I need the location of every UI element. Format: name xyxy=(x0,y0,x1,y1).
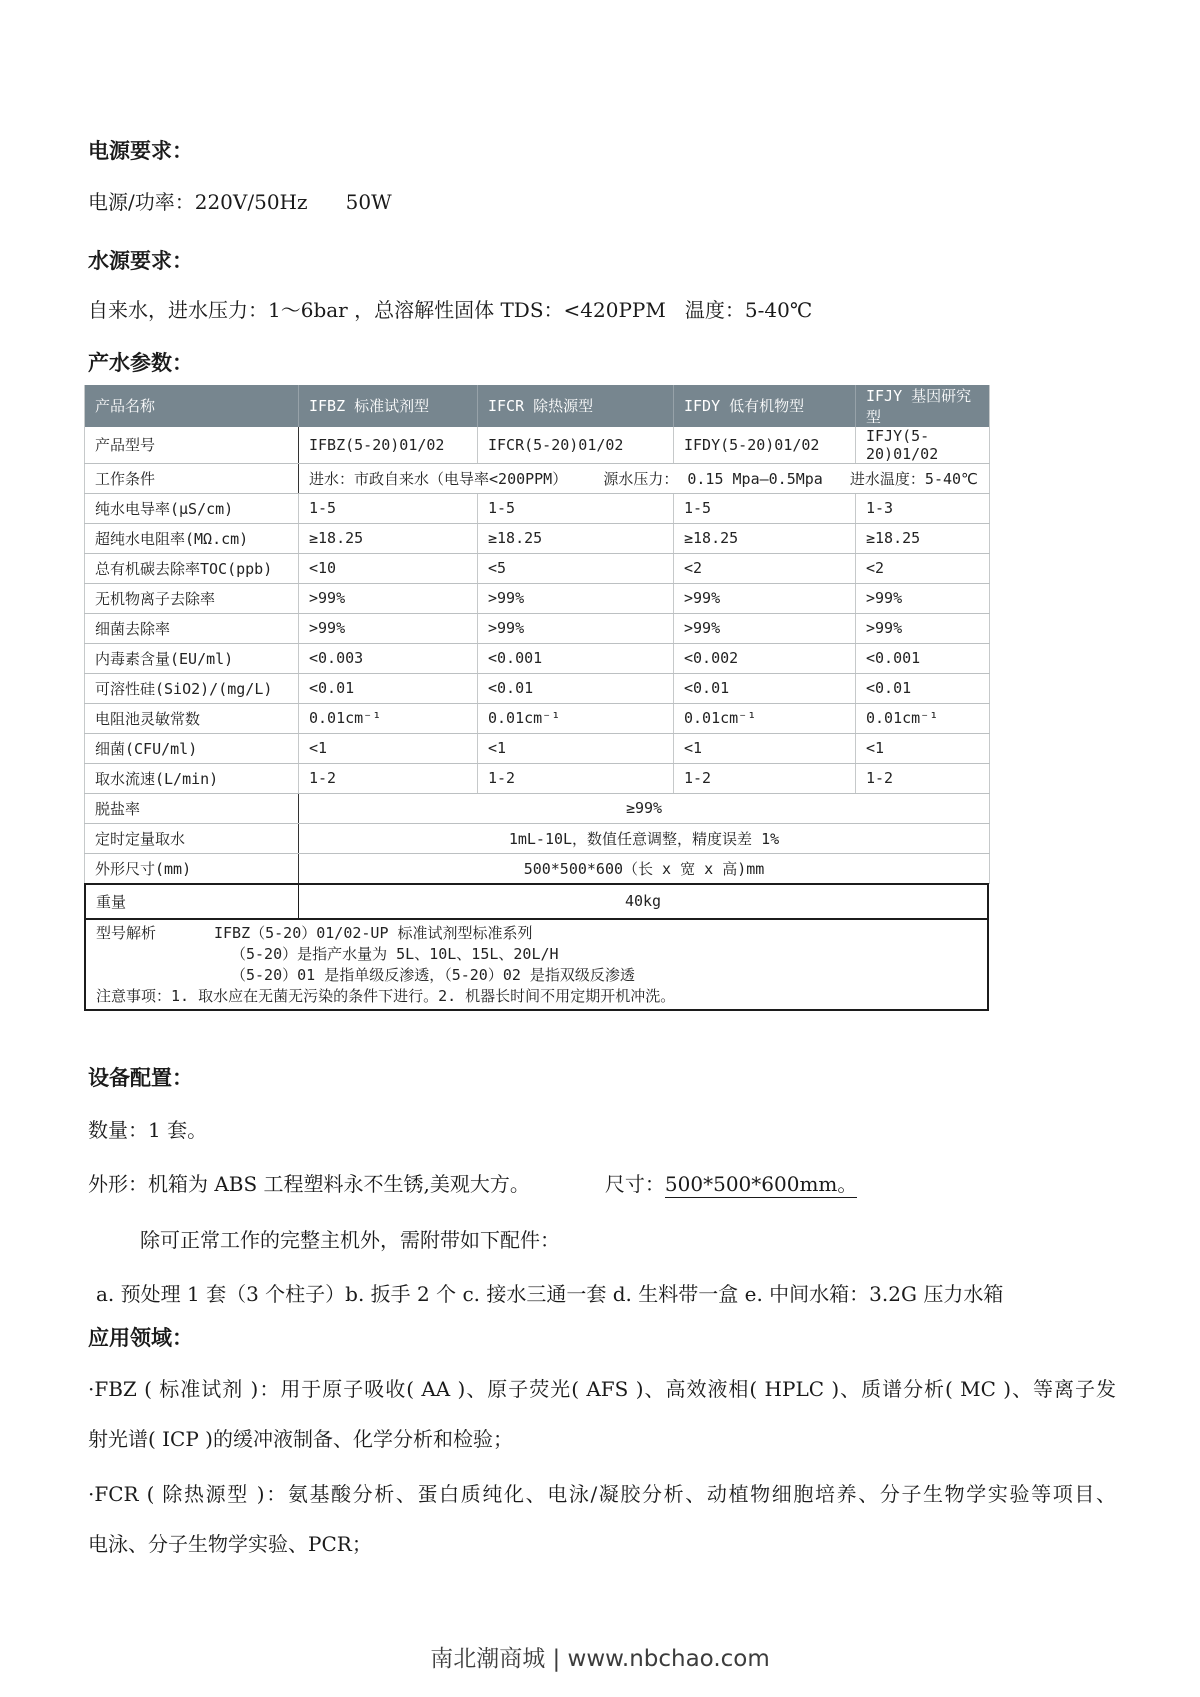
quantity-line: 数量：1 套。 xyxy=(88,1117,208,1142)
cell-value: 1-2 xyxy=(674,763,856,793)
row-label: 细菌去除率 xyxy=(85,613,299,643)
cell-value: <0.002 xyxy=(674,643,856,673)
fbz-application-paragraph xyxy=(84,1364,1116,1464)
accessories-list-line: a. 预处理 1 套（3 个柱子）b. 扳手 2 个 c. 接水三通一套 d. 生料带一盒 e. 中间水箱：3.2G 压力水箱 xyxy=(96,1281,1004,1306)
shape-text: 外形：机箱为 ABS 工程塑料永不生锈,美观大方。 xyxy=(88,1171,530,1196)
row-label: 无机物离子去除率 xyxy=(85,583,299,613)
model-analysis-first-line xyxy=(96,923,977,944)
col-header-model: IFCR 除热源型 xyxy=(478,385,674,427)
cell-value: <2 xyxy=(856,553,990,583)
cell-value: 1-5 xyxy=(674,493,856,523)
cell-value: 0.01cm⁻¹ xyxy=(856,703,990,733)
cell-value: <0.01 xyxy=(299,673,478,703)
cell-value: 0.01cm⁻¹ xyxy=(674,703,856,733)
table-row xyxy=(85,493,990,523)
cell-value: >99% xyxy=(674,583,856,613)
cell-span-value: 1mL-10L，数值任意调整，精度误差 1% xyxy=(299,823,990,853)
col-header-model: IFDY 低有机物型 xyxy=(674,385,856,427)
table-row xyxy=(85,583,990,613)
row-label: 产品型号 xyxy=(85,427,299,464)
weight-row xyxy=(86,885,987,920)
row-label: 外形尺寸(mm) xyxy=(85,853,299,883)
cell-value: 0.01cm⁻¹ xyxy=(478,703,674,733)
table-row xyxy=(85,523,990,553)
table-row xyxy=(85,427,990,464)
row-label: 总有机碳去除率TOC(ppb) xyxy=(85,553,299,583)
row-label: 电阻池灵敏常数 xyxy=(85,703,299,733)
table-row xyxy=(85,733,990,763)
cell-value: <10 xyxy=(299,553,478,583)
water-source-heading: 水源要求： xyxy=(88,248,193,274)
cell-value: ≥18.25 xyxy=(674,523,856,553)
fcr-application-paragraph xyxy=(84,1469,1116,1569)
col-header-model: IFBZ 标准试剂型 xyxy=(299,385,478,427)
cell-value: >99% xyxy=(856,583,990,613)
row-label: 细菌(CFU/ml) xyxy=(85,733,299,763)
table-row xyxy=(85,643,990,673)
row-label: 纯水电导率(μS/cm) xyxy=(85,493,299,523)
table-row xyxy=(85,823,990,853)
fbz-line-1: ·FBZ ( 标准试剂 )：用于原子吸收( AA )、原子荧光( AFS )、高效液相( HPLC )、质谱分析( MC )、等离子发 xyxy=(88,1376,1116,1401)
cell-value: ≥18.25 xyxy=(856,523,990,553)
model-extra-lines xyxy=(96,944,977,986)
model-analysis-line: （5-20）是指产水量为 5L、10L、15L、20L/H xyxy=(231,944,559,963)
shape-size-line xyxy=(84,1172,1116,1196)
application-fields-heading: 应用领域： xyxy=(88,1324,193,1350)
weight-label: 重量 xyxy=(86,885,299,918)
cell-value: <1 xyxy=(299,733,478,763)
cell-span-value: ≥99% xyxy=(299,793,990,823)
row-label: 可溶性硅(SiO2)/(mg/L) xyxy=(85,673,299,703)
row-label: 定时定量取水 xyxy=(85,823,299,853)
cell-value: IFDY(5-20)01/02 xyxy=(674,427,856,464)
model-analysis-series: IFBZ（5-20）01/02-UP 标准试剂型标准系列 xyxy=(214,923,533,942)
table-row xyxy=(85,673,990,703)
product-parameters-heading: 产水参数： xyxy=(88,350,193,376)
size-value: 500*500*600mm。 xyxy=(664,1171,858,1196)
cell-value: IFJY(5-20)01/02 xyxy=(856,427,990,464)
cell-value: <1 xyxy=(674,733,856,763)
site-footer xyxy=(0,1640,1200,1673)
row-label: 内毒素含量(EU/ml) xyxy=(85,643,299,673)
cell-value: >99% xyxy=(478,613,674,643)
cell-value: 1-3 xyxy=(856,493,990,523)
cell-value: <1 xyxy=(478,733,674,763)
power-spec-line: 电源/功率：220V/50Hz 50W xyxy=(88,190,392,215)
table-row xyxy=(85,853,990,883)
cell-value: 1-5 xyxy=(478,493,674,523)
cell-value: 1-2 xyxy=(299,763,478,793)
model-analysis-block xyxy=(86,920,987,1009)
water-spec-line: 自来水，进水压力：1～6bar ，总溶解性固体 TDS：<420PPM 温度：5-40℃ xyxy=(88,298,813,323)
fcr-line-1: ·FCR ( 除热源型 )：氨基酸分析、蛋白质纯化、电泳/凝胶分析、动植物细胞培养、分子生物学实验等项目、 xyxy=(88,1481,1116,1506)
table-bottom-block xyxy=(84,883,989,1011)
document-content xyxy=(0,138,1200,1569)
row-label: 超纯水电阻率(MΩ.cm) xyxy=(85,523,299,553)
cell-value: >99% xyxy=(478,583,674,613)
cell-value: >99% xyxy=(674,613,856,643)
row-label: 取水流速(L/min) xyxy=(85,763,299,793)
cell-value: <0.01 xyxy=(478,673,674,703)
cell-value: <2 xyxy=(674,553,856,583)
model-analysis-line: （5-20）01 是指单级反渗透，（5-20）02 是指双级反渗透 xyxy=(231,965,635,984)
row-label: 脱盐率 xyxy=(85,793,299,823)
col-header-product-name: 产品名称 xyxy=(85,385,299,427)
cell-value: 1-2 xyxy=(478,763,674,793)
cell-value: <5 xyxy=(478,553,674,583)
size-label: 尺寸： xyxy=(604,1171,665,1196)
cell-span-value: 进水：市政自来水（电导率<200PPM） 源水压力： 0.15 Mpa—0.5Mpa 进水温度：5-40℃ xyxy=(299,463,990,493)
cell-value: <0.01 xyxy=(674,673,856,703)
cell-value: ≥18.25 xyxy=(478,523,674,553)
table-row xyxy=(85,613,990,643)
fcr-line-2: 电泳、分子生物学实验、PCR； xyxy=(88,1531,372,1556)
equipment-config-heading: 设备配置： xyxy=(88,1064,193,1090)
cell-value: ≥18.25 xyxy=(299,523,478,553)
cell-span-value: 500*500*600（长 x 宽 x 高)mm xyxy=(299,853,990,883)
cell-value: <1 xyxy=(856,733,990,763)
cell-value: IFCR(5-20)01/02 xyxy=(478,427,674,464)
spec-table-head-row xyxy=(85,385,990,427)
cell-value: <0.003 xyxy=(299,643,478,673)
spec-table xyxy=(84,385,990,884)
model-analysis-label: 型号解析 xyxy=(96,923,157,942)
table-row xyxy=(85,463,990,493)
cell-value: 0.01cm⁻¹ xyxy=(299,703,478,733)
size-part xyxy=(605,1172,857,1196)
footer-text: 南北潮商城 | www.nbchao.com xyxy=(430,1646,770,1672)
cell-value: <0.01 xyxy=(856,673,990,703)
weight-value: 40kg xyxy=(624,892,662,911)
fbz-line-2: 射光谱( ICP )的缓冲液制备、化学分析和检验； xyxy=(88,1426,513,1451)
cell-value: <0.001 xyxy=(856,643,990,673)
table-row xyxy=(85,763,990,793)
cell-value: IFBZ(5-20)01/02 xyxy=(299,427,478,464)
col-header-model: IFJY 基因研究型 xyxy=(856,385,990,427)
row-label: 工作条件 xyxy=(85,463,299,493)
cell-value: >99% xyxy=(299,613,478,643)
cell-value: <0.001 xyxy=(478,643,674,673)
table-row xyxy=(85,793,990,823)
cell-value: 1-2 xyxy=(856,763,990,793)
table-row xyxy=(85,703,990,733)
cell-value: 1-5 xyxy=(299,493,478,523)
cell-value: >99% xyxy=(856,613,990,643)
table-row xyxy=(85,553,990,583)
spec-table-body xyxy=(85,427,990,884)
accessories-intro-line: 除可正常工作的完整主机外，需附带如下配件： xyxy=(140,1227,560,1252)
power-requirements-heading: 电源要求： xyxy=(88,138,193,163)
cell-value: >99% xyxy=(299,583,478,613)
notes-line: 注意事项：1. 取水应在无菌无污染的条件下进行。2. 机器长时间不用定期开机冲洗。 xyxy=(96,986,676,1005)
